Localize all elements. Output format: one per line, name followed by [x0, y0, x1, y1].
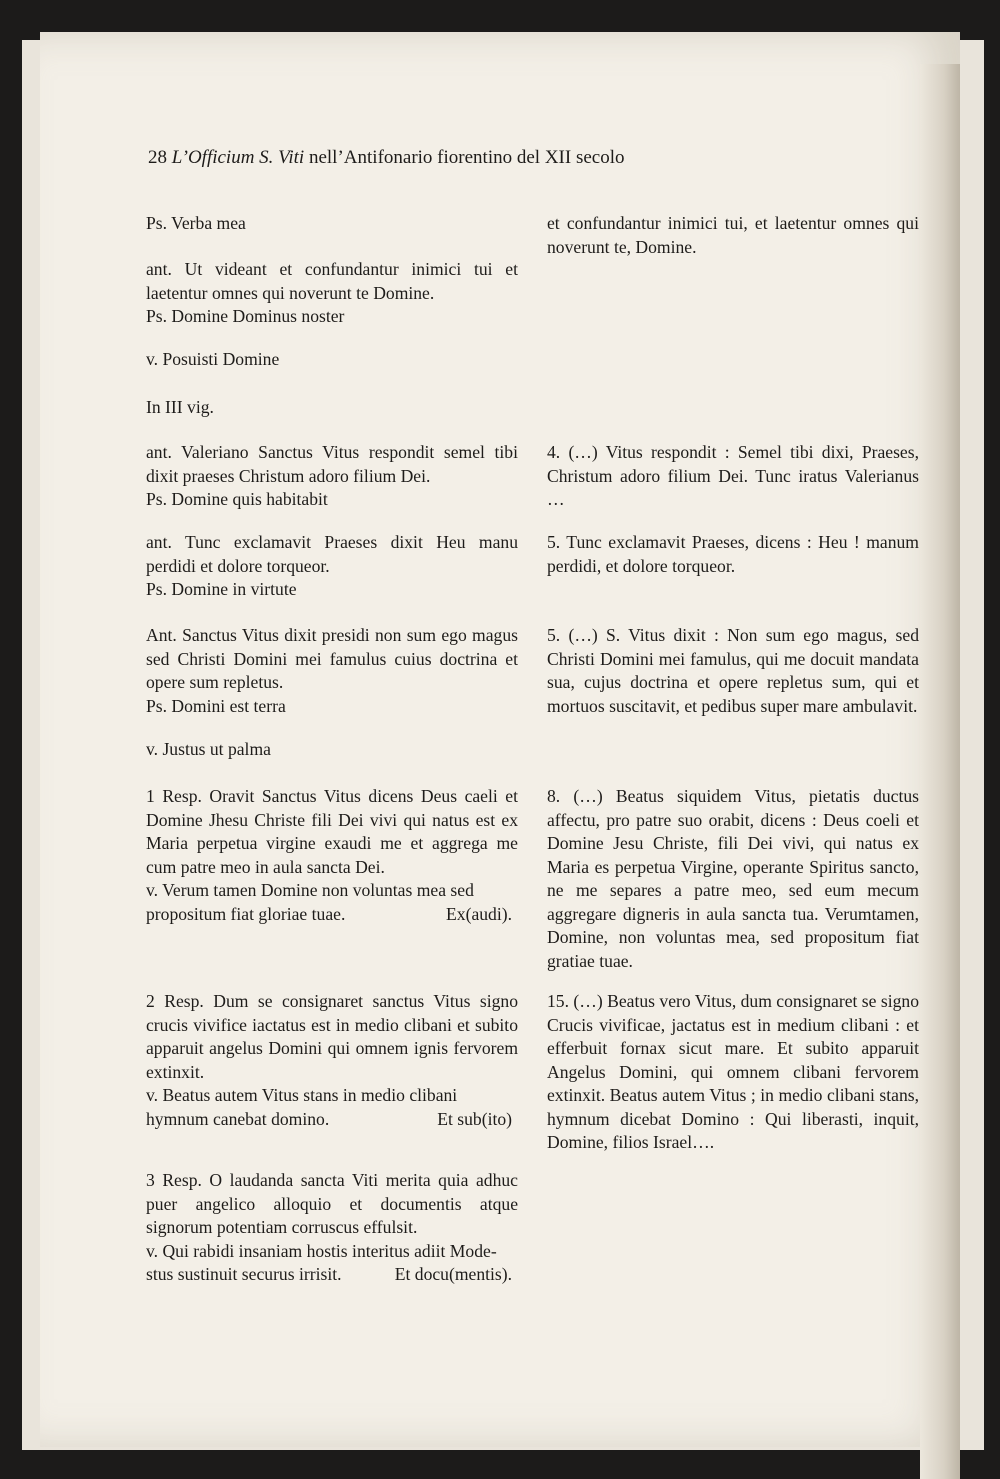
parallel-text: et confundantur inimici tui, et laetentur omnes qui noverunt te, Domine.	[547, 213, 919, 257]
responsory-verse: v. Beatus autem Vitus stans in medio clibani	[146, 1085, 458, 1105]
psalm-line: Ps. Domine Dominus noster	[146, 306, 345, 326]
responsory-verse: v. Qui rabidi insaniam hostis interitus adiit Mode-	[146, 1240, 497, 1261]
antiphon-text: ant. Tunc exclamavit Praeses dixit Heu manu perdidi et dolore torqueor.	[146, 532, 518, 576]
versicle-justus	[146, 738, 518, 762]
parallel-text-5b	[547, 624, 919, 718]
parallel-text-15	[547, 990, 919, 1155]
parallel-text: 5. (…) S. Vitus dixit : Non sum ego magus, sed Christi Domini mei famulus, qui me docuit mandata sua, cujus doctrina et opere repletus sum, qui et mortuos suscitavit, et pedibus super mare ambulavit.	[547, 625, 919, 716]
parallel-text-5a	[547, 531, 919, 578]
versicle-posuisti	[146, 348, 518, 372]
antiphon-sanctus-vitus	[146, 624, 518, 718]
psalm-line: Ps. Domini est terra	[146, 695, 286, 716]
responsory-cue: Ex(audi).	[446, 903, 512, 924]
psalm-line: Ps. Verba mea	[146, 213, 246, 233]
parallel-text: 5. Tunc exclamavit Praeses, dicens : Heu ! manum perdidi, et dolore torqueor.	[547, 532, 919, 576]
header-title-rest: nell’Antifonario fiorentino del XII secolo	[308, 147, 625, 168]
psalm-line: Ps. Domine quis habitabit	[146, 489, 328, 509]
responsory-verse: v. Verum tamen Domine non voluntas mea sed	[146, 880, 474, 900]
responsory-text: 2 Resp. Dum se consignaret sanctus Vitus signo crucis vivifice iactatus est in medio clibani et subito apparuit angelus Domini qui omnem ignis fervorem extinxit.	[146, 991, 518, 1082]
header-title-italic: L’Officium S. Viti	[171, 147, 305, 168]
responsory-1	[146, 785, 518, 926]
responsory-text: 3 Resp. O laudanda sancta Viti merita quia adhuc puer angelico alloquio et documentis atque signorum potentiam corruscus effulsit.	[146, 1170, 518, 1237]
versicle-line: v. Justus ut palma	[146, 739, 271, 759]
responsory-verse-end: stus sustinuit securus irrisit. Et docu(mentis).	[146, 1263, 518, 1287]
responsory-3	[146, 1169, 518, 1287]
page-number: 28	[148, 147, 167, 168]
right-column	[547, 0, 919, 1460]
antiphon-text: ant. Ut videant et confundantur inimici tui et laetentur omnes qui noverunt te Domine.	[146, 259, 518, 303]
responsory-2	[146, 990, 518, 1131]
parallel-text-1	[547, 212, 919, 259]
nocturn-heading	[146, 396, 518, 420]
antiphon-valeriano	[146, 441, 518, 512]
parallel-text: 8. (…) Beatus siquidem Vitus, pietatis ductus affectu, pro patre suo orabit, dicens : Deus coeli et Domine Jesu Christe, fili Dei vivi, qui natus ex Maria es perpetua Virgine, operante Spiritus sancto, ne me separes a patre meo, sed eum mecum aggregare digneris in aula sancta tua. Verumtamen, Domine, non voluntas mea, sed propositum fiat gratiae tuae.	[547, 786, 919, 971]
responsory-verse-end: propositum fiat gloriae tuae. Ex(audi).	[146, 903, 518, 927]
parallel-text: 4. (…) Vitus respondit : Semel tibi dixi, Praeses, Christum adoro filium Dei. Tunc iratus Valerianus …	[547, 442, 919, 509]
responsory-text: 1 Resp. Oravit Sanctus Vitus dicens Deus caeli et Domine Jhesu Christe fili Dei vivi qui natus est ex Maria perpetua virgine exaudi me et aggrega me cum patre meo in aula sancta Dei.	[146, 786, 518, 877]
page-edge-shadow	[920, 64, 960, 1479]
antiphon-text: ant. Valeriano Sanctus Vitus respondit semel tibi dixit praeses Christum adoro filium Dei.	[146, 442, 518, 486]
versicle-line: v. Posuisti Domine	[146, 349, 280, 369]
parallel-text: 15. (…) Beatus vero Vitus, dum consignaret se signo Crucis vivificae, jactatus est in medium clibani : et efferbuit fornax sicut mare. Et subito apparuit Angelus Domini, qui omnem clibani fervorem extinxit. Beatus autem Vitus ; in medio clibani stans, hymnum dicebat Domino : Qui liberasti, inquit, Domine, filios Israel….	[547, 991, 919, 1152]
antiphon-ut-videant	[146, 258, 518, 329]
responsory-cue: Et docu(mentis).	[394, 1264, 512, 1284]
antiphon-tunc-exclamavit	[146, 531, 518, 602]
left-column	[146, 0, 518, 1460]
responsory-verse-end: hymnum canebat domino. Et sub(ito)	[146, 1108, 518, 1132]
psalm-verba-mea	[146, 212, 518, 236]
responsory-cue: Et sub(ito)	[437, 1108, 512, 1129]
antiphon-text: Ant. Sanctus Vitus dixit presidi non sum ego magus sed Christi Domini mei famulus cuius doctrina et opere sum repletus.	[146, 625, 518, 692]
parallel-text-8	[547, 785, 919, 973]
psalm-line: Ps. Domine in virtute	[146, 579, 297, 599]
parallel-text-4	[547, 441, 919, 512]
section-heading: In III vig.	[146, 397, 214, 417]
